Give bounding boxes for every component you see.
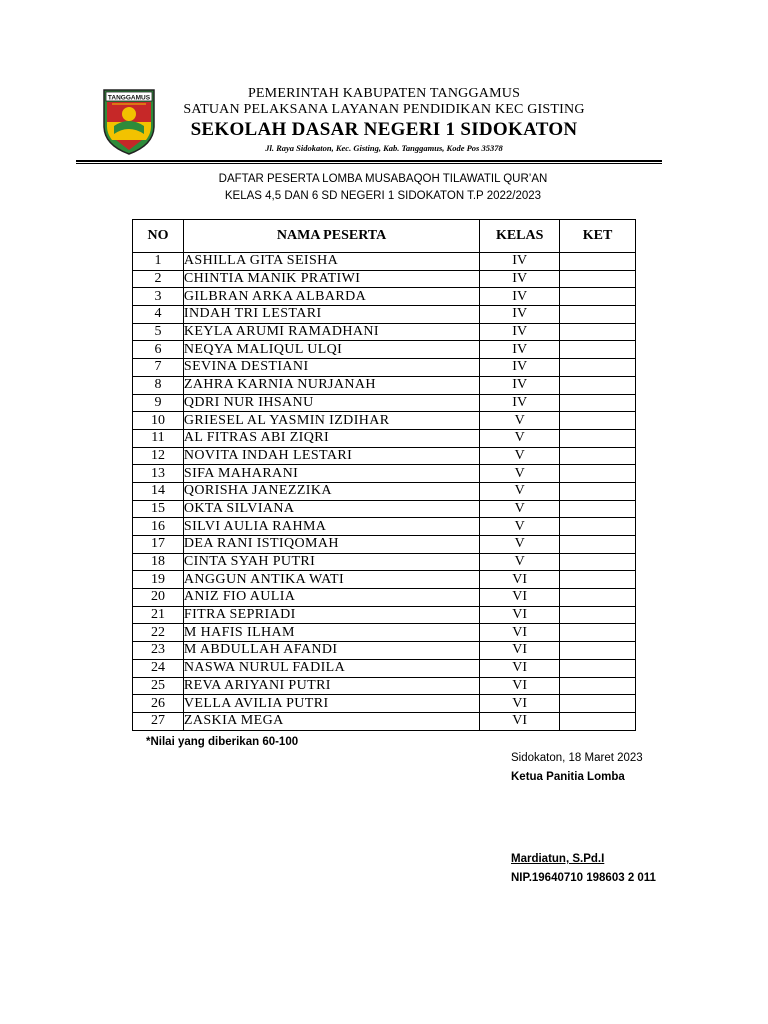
cell-ket bbox=[560, 571, 636, 589]
cell-nama: QORISHA JANEZZIKA bbox=[183, 482, 479, 500]
table-row bbox=[133, 553, 636, 571]
cell-ket bbox=[560, 429, 636, 447]
cell-ket bbox=[560, 659, 636, 677]
cell-kelas: IV bbox=[480, 376, 560, 394]
cell-no: 26 bbox=[133, 695, 184, 713]
cell-kelas: IV bbox=[480, 270, 560, 288]
cell-no: 5 bbox=[133, 323, 184, 341]
cell-nama: ANGGUN ANTIKA WATI bbox=[183, 571, 479, 589]
cell-no: 27 bbox=[133, 712, 184, 730]
cell-nama: SILVI AULIA RAHMA bbox=[183, 518, 479, 536]
cell-no: 21 bbox=[133, 606, 184, 624]
cell-ket bbox=[560, 323, 636, 341]
table-row bbox=[133, 323, 636, 341]
cell-kelas: VI bbox=[480, 571, 560, 589]
cell-nama: KEYLA ARUMI RAMADHANI bbox=[183, 323, 479, 341]
cell-no: 16 bbox=[133, 518, 184, 536]
government-name: PEMERINTAH KABUPATEN TANGGAMUS bbox=[247, 86, 521, 101]
cell-ket bbox=[560, 394, 636, 412]
school-address: Jl. Raya Sidokaton, Kec. Gisting, Kab. Tanggamus, Kode Pos 35378 bbox=[265, 143, 503, 153]
cell-kelas: IV bbox=[480, 306, 560, 324]
cell-ket bbox=[560, 253, 636, 271]
participant-table bbox=[132, 219, 636, 731]
cell-nama: CHINTIA MANIK PRATIWI bbox=[183, 270, 479, 288]
cell-ket bbox=[560, 412, 636, 430]
cell-kelas: VI bbox=[480, 712, 560, 730]
cell-nama: ANIZ FIO AULIA bbox=[183, 589, 479, 607]
cell-kelas: V bbox=[480, 536, 560, 554]
cell-no: 18 bbox=[133, 553, 184, 571]
table-row bbox=[133, 677, 636, 695]
cell-nama: INDAH TRI LESTARI bbox=[183, 306, 479, 324]
cell-no: 14 bbox=[133, 482, 184, 500]
cell-no: 20 bbox=[133, 589, 184, 607]
cell-kelas: VI bbox=[480, 695, 560, 713]
cell-kelas: VI bbox=[480, 606, 560, 624]
cell-ket bbox=[560, 642, 636, 660]
cell-nama: VELLA AVILIA PUTRI bbox=[183, 695, 479, 713]
table-row bbox=[133, 518, 636, 536]
cell-kelas: IV bbox=[480, 341, 560, 359]
cell-nama: NASWA NURUL FADILA bbox=[183, 659, 479, 677]
cell-kelas: V bbox=[480, 429, 560, 447]
cell-ket bbox=[560, 447, 636, 465]
cell-nama: SIFA MAHARANI bbox=[183, 465, 479, 483]
cell-kelas: IV bbox=[480, 323, 560, 341]
title-line-2: KELAS 4,5 DAN 6 SD NEGERI 1 SIDOKATON T.P 2022/2023 bbox=[224, 190, 542, 202]
table-row bbox=[133, 376, 636, 394]
table-header-row bbox=[133, 220, 636, 253]
cell-ket bbox=[560, 712, 636, 730]
table-row bbox=[133, 429, 636, 447]
cell-no: 1 bbox=[133, 253, 184, 271]
cell-kelas: V bbox=[480, 412, 560, 430]
table-row bbox=[133, 447, 636, 465]
table-body bbox=[133, 253, 636, 731]
tanggamus-regency-emblem bbox=[100, 86, 158, 156]
table-row bbox=[133, 659, 636, 677]
table-row bbox=[133, 695, 636, 713]
cell-nama: SEVINA DESTIANI bbox=[183, 359, 479, 377]
cell-nama: REVA ARIYANI PUTRI bbox=[183, 677, 479, 695]
cell-ket bbox=[560, 288, 636, 306]
cell-kelas: V bbox=[480, 465, 560, 483]
table-row bbox=[133, 288, 636, 306]
cell-kelas: V bbox=[480, 482, 560, 500]
cell-nama: M ABDULLAH AFANDI bbox=[183, 642, 479, 660]
cell-no: 11 bbox=[133, 429, 184, 447]
cell-kelas: VI bbox=[480, 677, 560, 695]
cell-nama: CINTA SYAH PUTRI bbox=[183, 553, 479, 571]
cell-kelas: VI bbox=[480, 589, 560, 607]
cell-ket bbox=[560, 624, 636, 642]
cell-nama: NEQYA MALIQUL ULQI bbox=[183, 341, 479, 359]
table-row bbox=[133, 394, 636, 412]
cell-ket bbox=[560, 695, 636, 713]
cell-nama: ZASKIA MEGA bbox=[183, 712, 479, 730]
cell-kelas: VI bbox=[480, 659, 560, 677]
table-row bbox=[133, 589, 636, 607]
score-note: *Nilai yang diberikan 60-100 bbox=[146, 736, 299, 748]
cell-no: 9 bbox=[133, 394, 184, 412]
cell-no: 19 bbox=[133, 571, 184, 589]
cell-no: 22 bbox=[133, 624, 184, 642]
cell-kelas: IV bbox=[480, 394, 560, 412]
cell-kelas: V bbox=[480, 518, 560, 536]
cell-ket bbox=[560, 482, 636, 500]
cell-ket bbox=[560, 536, 636, 554]
cell-nama: ASHILLA GITA SEISHA bbox=[183, 253, 479, 271]
cell-ket bbox=[560, 606, 636, 624]
cell-no: 12 bbox=[133, 447, 184, 465]
cell-no: 25 bbox=[133, 677, 184, 695]
cell-nama: NOVITA INDAH LESTARI bbox=[183, 447, 479, 465]
cell-ket bbox=[560, 306, 636, 324]
table-row bbox=[133, 642, 636, 660]
cell-ket bbox=[560, 518, 636, 536]
cell-nama: QDRI NUR IHSANU bbox=[183, 394, 479, 412]
cell-ket bbox=[560, 270, 636, 288]
cell-no: 6 bbox=[133, 341, 184, 359]
signatory-name: Mardiatun, S.Pd.I bbox=[511, 853, 605, 865]
cell-no: 8 bbox=[133, 376, 184, 394]
cell-ket bbox=[560, 677, 636, 695]
cell-kelas: IV bbox=[480, 288, 560, 306]
cell-kelas: V bbox=[480, 553, 560, 571]
document-title bbox=[100, 171, 666, 205]
header-ket: KET bbox=[560, 220, 636, 253]
cell-no: 7 bbox=[133, 359, 184, 377]
cell-nama: OKTA SILVIANA bbox=[183, 500, 479, 518]
cell-kelas: V bbox=[480, 447, 560, 465]
table-row bbox=[133, 536, 636, 554]
cell-nama: DEA RANI ISTIQOMAH bbox=[183, 536, 479, 554]
cell-no: 2 bbox=[133, 270, 184, 288]
table-row bbox=[133, 412, 636, 430]
cell-no: 15 bbox=[133, 500, 184, 518]
table-row bbox=[133, 465, 636, 483]
letterhead-divider-thick bbox=[76, 160, 662, 162]
table-row bbox=[133, 253, 636, 271]
cell-kelas: VI bbox=[480, 642, 560, 660]
cell-kelas: VI bbox=[480, 624, 560, 642]
letterhead bbox=[160, 86, 608, 154]
agency-name: SATUAN PELAKSANA LAYANAN PENDIDIKAN KEC GISTING bbox=[183, 102, 585, 117]
cell-nama: GRIESEL AL YASMIN IZDIHAR bbox=[183, 412, 479, 430]
cell-no: 23 bbox=[133, 642, 184, 660]
cell-nama: ZAHRA KARNIA NURJANAH bbox=[183, 376, 479, 394]
cell-nama: M HAFIS ILHAM bbox=[183, 624, 479, 642]
table-row bbox=[133, 571, 636, 589]
school-name: SEKOLAH DASAR NEGERI 1 SIDOKATON bbox=[190, 119, 578, 140]
table-row bbox=[133, 606, 636, 624]
cell-ket bbox=[560, 589, 636, 607]
cell-ket bbox=[560, 500, 636, 518]
table-row bbox=[133, 359, 636, 377]
table-row bbox=[133, 270, 636, 288]
cell-ket bbox=[560, 341, 636, 359]
signature-role: Ketua Panitia Lomba bbox=[511, 771, 625, 783]
cell-kelas: V bbox=[480, 500, 560, 518]
header-nama-peserta: NAMA PESERTA bbox=[183, 220, 479, 253]
cell-ket bbox=[560, 359, 636, 377]
cell-no: 3 bbox=[133, 288, 184, 306]
cell-no: 13 bbox=[133, 465, 184, 483]
signature-place-date: Sidokaton, 18 Maret 2023 bbox=[511, 752, 643, 764]
cell-nama: AL FITRAS ABI ZIQRI bbox=[183, 429, 479, 447]
cell-nama: FITRA SEPRIADI bbox=[183, 606, 479, 624]
cell-nama: GILBRAN ARKA ALBARDA bbox=[183, 288, 479, 306]
cell-ket bbox=[560, 376, 636, 394]
table-row bbox=[133, 712, 636, 730]
cell-kelas: IV bbox=[480, 253, 560, 271]
table-row bbox=[133, 482, 636, 500]
cell-no: 17 bbox=[133, 536, 184, 554]
table-row bbox=[133, 624, 636, 642]
letterhead-divider-thin bbox=[76, 163, 662, 164]
title-line-1: DAFTAR PESERTA LOMBA MUSABAQOH TILAWATIL QUR’AN bbox=[218, 173, 548, 185]
cell-no: 4 bbox=[133, 306, 184, 324]
signatory-nip: NIP.19640710 198603 2 011 bbox=[511, 872, 656, 884]
table-row bbox=[133, 306, 636, 324]
cell-ket bbox=[560, 553, 636, 571]
table-row bbox=[133, 341, 636, 359]
header-no: NO bbox=[133, 220, 184, 253]
table-row bbox=[133, 500, 636, 518]
cell-kelas: IV bbox=[480, 359, 560, 377]
cell-ket bbox=[560, 465, 636, 483]
cell-no: 24 bbox=[133, 659, 184, 677]
svg-text:TANGGAMUS: TANGGAMUS bbox=[107, 94, 151, 102]
cell-no: 10 bbox=[133, 412, 184, 430]
header-kelas: KELAS bbox=[480, 220, 560, 253]
